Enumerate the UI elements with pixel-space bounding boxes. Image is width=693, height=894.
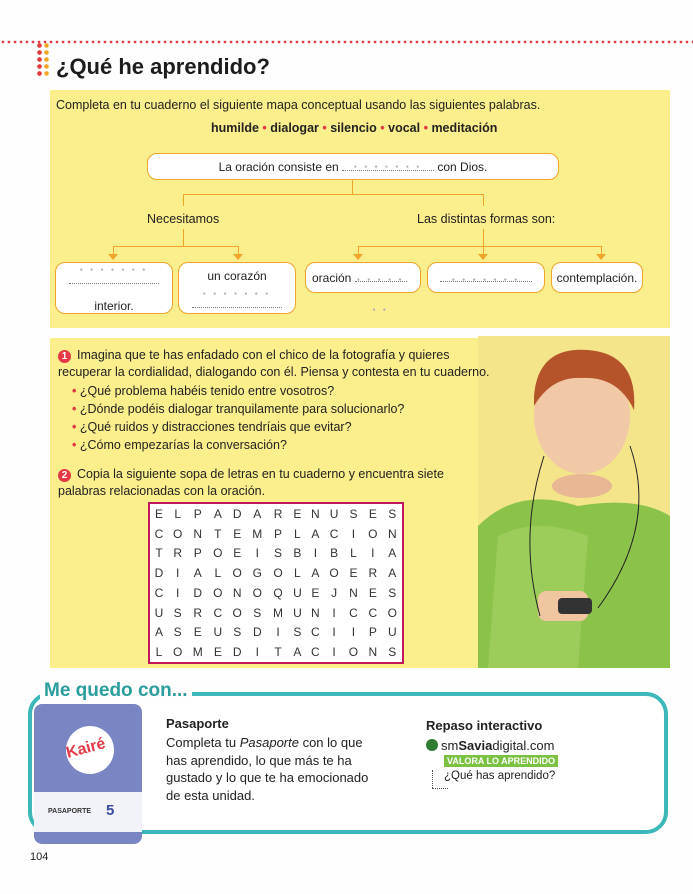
grid-cell: C xyxy=(213,605,223,620)
grid-cell: A xyxy=(253,506,262,521)
grid-cell: S xyxy=(253,605,262,620)
grid-row xyxy=(150,544,402,564)
grid-cell: D xyxy=(232,506,242,521)
grid-cell: P xyxy=(193,506,202,521)
valora-link[interactable]: ¿Qué has aprendido? xyxy=(444,770,556,782)
exercise-2-number: 2 xyxy=(58,469,71,482)
pasaporte-text: Completa tu Pasaporte con lo que has aprendido, lo que más te ha gustado y lo que te ha emocionado de esta unidad. xyxy=(166,735,369,803)
word-1: humilde xyxy=(211,121,259,135)
necesitamos-label: Necesitamos xyxy=(147,212,220,226)
grid-cell: C xyxy=(349,605,358,620)
connector xyxy=(113,246,114,254)
grid-cell: G xyxy=(252,566,262,581)
grid-row xyxy=(150,504,402,524)
grid-cell: A xyxy=(311,526,320,541)
question-item: • ¿Dónde podéis dialogar tranquilamente para solucionarlo? xyxy=(72,402,405,416)
grid-cell: O xyxy=(213,585,223,600)
grid-cell: E xyxy=(349,566,358,581)
grid-cell: C xyxy=(329,526,339,541)
grid-cell: E xyxy=(213,645,222,660)
valora-badge: VALORA LO APRENDIDO xyxy=(444,755,558,767)
repaso-title: Repaso interactivo xyxy=(426,718,543,733)
grid-cell: L xyxy=(174,506,182,521)
connector xyxy=(483,194,484,206)
grid-cell: A xyxy=(154,625,163,640)
top-dotted-border xyxy=(0,40,693,44)
grid-cell: O xyxy=(329,566,339,581)
grid-cell: I xyxy=(176,585,180,600)
grid-cell: A xyxy=(293,645,302,660)
grid-cell: I xyxy=(276,625,280,640)
grid-cell: O xyxy=(232,566,242,581)
grid-cell: R xyxy=(193,605,203,620)
grid-cell: I xyxy=(332,605,336,620)
grid-cell: N xyxy=(232,585,242,600)
grid-cell: N xyxy=(193,526,203,541)
connector xyxy=(358,246,602,247)
grid-cell: M xyxy=(252,526,263,541)
connector xyxy=(183,194,184,206)
arrow-icon xyxy=(353,254,363,260)
connector xyxy=(183,229,184,246)
grid-cell: O xyxy=(213,546,223,561)
grid-cell: O xyxy=(173,526,183,541)
connector xyxy=(483,229,484,246)
grid-cell: R xyxy=(368,566,378,581)
grid-cell: D xyxy=(232,645,242,660)
grid-cell: I xyxy=(332,645,336,660)
grid-cell: S xyxy=(173,605,182,620)
grid-cell: A xyxy=(193,566,202,581)
grid-cell: T xyxy=(214,526,222,541)
exercise-2 xyxy=(58,466,478,500)
dotted-guide xyxy=(432,770,434,788)
grid-cell: I xyxy=(313,546,318,561)
grid-cell: T xyxy=(274,645,282,660)
grid-cell: L xyxy=(214,566,222,581)
grid-cell: M xyxy=(273,605,284,620)
connector xyxy=(483,246,484,254)
blank-line xyxy=(355,269,407,282)
title-decoration-red xyxy=(36,42,43,78)
grid-row xyxy=(150,583,402,603)
formas-label: Las distintas formas son: xyxy=(417,212,556,226)
connector xyxy=(352,180,353,194)
grid-cell: O xyxy=(387,605,397,620)
grid-cell: N xyxy=(368,645,378,660)
grid-cell: I xyxy=(255,546,259,561)
grid-cell: C xyxy=(311,625,320,640)
question-item: • ¿Qué ruidos y distracciones tendríais que evitar? xyxy=(72,420,352,434)
top-box-text-start: La oración consiste en xyxy=(218,160,343,174)
grid-cell: S xyxy=(293,625,302,640)
arrow-icon xyxy=(478,254,488,260)
grid-cell: U xyxy=(213,625,223,640)
page-title: ¿Qué he aprendido? xyxy=(56,54,270,79)
grid-cell: O xyxy=(368,526,378,541)
blank-line xyxy=(342,158,434,171)
grid-cell: N xyxy=(311,506,320,521)
grid-cell: T xyxy=(155,546,163,561)
grid-cell: Q xyxy=(273,585,283,600)
grid-cell: O xyxy=(232,605,242,620)
word-4: vocal xyxy=(388,121,421,135)
grid-cell: I xyxy=(371,546,375,561)
grid-cell: E xyxy=(233,526,242,541)
question-item: • ¿Qué problema habéis tenido entre vosotros? xyxy=(72,384,335,398)
arrow-icon xyxy=(596,254,606,260)
grid-cell: U xyxy=(154,605,164,620)
smsavia-link[interactable]: smSaviadigital.com xyxy=(426,738,554,753)
blank-line xyxy=(192,295,282,308)
grid-cell: P xyxy=(368,625,377,640)
exercise-1-questions xyxy=(72,382,472,454)
grid-cell: R xyxy=(173,546,183,561)
grid-cell: L xyxy=(294,566,301,581)
concept-map-instruction: Completa en tu cuaderno el siguiente mapa conceptual usando las siguientes palabras. xyxy=(56,98,541,112)
grid-cell: C xyxy=(154,585,164,600)
grid-cell: S xyxy=(173,625,182,640)
grid-row xyxy=(150,524,402,544)
grid-row xyxy=(150,623,402,643)
box-5-text: contemplación. xyxy=(556,271,638,285)
grid-cell: S xyxy=(388,585,397,600)
grid-cell: P xyxy=(193,546,202,561)
box-1-text: interior. xyxy=(94,299,134,313)
tree-icon xyxy=(426,739,438,751)
grid-cell: I xyxy=(351,625,356,640)
grid-cell: E xyxy=(233,546,242,561)
grid-cell: A xyxy=(388,566,397,581)
connector xyxy=(238,246,239,254)
grid-cell: N xyxy=(311,605,320,620)
grid-row xyxy=(150,642,402,662)
concept-box-4 xyxy=(427,262,545,293)
grid-cell: D xyxy=(154,566,164,581)
exercise-1 xyxy=(58,347,498,381)
grid-cell: R xyxy=(273,506,283,521)
grid-cell: E xyxy=(368,585,377,600)
pasaporte-title: Pasaporte xyxy=(166,716,229,731)
connector xyxy=(358,246,359,254)
concept-box-2 xyxy=(178,262,296,314)
grid-cell: I xyxy=(255,645,259,660)
connector xyxy=(113,246,239,247)
grid-cell: N xyxy=(349,585,358,600)
grid-cell: I xyxy=(332,625,336,640)
grid-cell: A xyxy=(311,566,320,581)
grid-cell: S xyxy=(349,506,358,521)
grid-cell: O xyxy=(173,645,183,660)
exercise-1-text: Imagina que te has enfadado con el chico de la fotografía y quieres recuperar la cordialidad, dialogando con él. Piensa y contesta en tu cuaderno. xyxy=(58,348,490,379)
grid-cell: C xyxy=(368,605,378,620)
grid-cell: U xyxy=(293,605,302,620)
dotted-guide xyxy=(432,788,448,790)
box-2-text: un corazón xyxy=(207,269,267,283)
grid-cell: J xyxy=(331,585,338,600)
grid-cell: I xyxy=(351,526,356,541)
grid-cell: M xyxy=(192,645,203,660)
grid-cell: S xyxy=(233,625,242,640)
blank-line xyxy=(440,269,532,282)
grid-cell: O xyxy=(252,585,262,600)
grid-cell: U xyxy=(293,585,302,600)
grid-cell: C xyxy=(154,526,164,541)
question-item: • ¿Cómo empezarías la conversación? xyxy=(72,438,287,452)
grid-cell: S xyxy=(388,506,397,521)
concept-box-1 xyxy=(55,262,173,314)
concept-top-box xyxy=(147,153,559,180)
page-number: 104 xyxy=(30,851,49,863)
word-list: humilde • dialogar • silencio • vocal • meditación xyxy=(211,121,498,135)
grid-cell: S xyxy=(274,546,283,561)
me-quedo-title: Me quedo con... xyxy=(40,680,192,702)
grid-cell: A xyxy=(213,506,222,521)
grid-cell: N xyxy=(387,526,397,541)
grid-cell: D xyxy=(193,585,203,600)
grid-cell: L xyxy=(155,645,163,660)
grid-cell: B xyxy=(293,546,302,561)
pasaporte-card xyxy=(30,700,146,848)
grid-row xyxy=(150,603,402,623)
card-label: PASAPORTE xyxy=(48,808,92,815)
grid-cell: U xyxy=(329,506,339,521)
word-3: silencio xyxy=(330,121,377,135)
boy-photo xyxy=(478,336,670,668)
grid-cell: B xyxy=(330,546,339,561)
grid-cell: P xyxy=(274,526,283,541)
grid-cell: I xyxy=(176,566,180,581)
exercise-2-text: Copia la siguiente sopa de letras en tu cuaderno y encuentra siete palabras relacionadas con la oración. xyxy=(58,467,444,498)
grid-cell: D xyxy=(252,625,262,640)
card-brand: Kairé xyxy=(64,735,108,762)
blank-line xyxy=(69,271,159,284)
connector xyxy=(601,246,602,254)
word-search-grid xyxy=(148,502,404,664)
grid-cell: U xyxy=(387,625,397,640)
grid-cell: E xyxy=(311,585,320,600)
card-number: 5 xyxy=(106,802,115,819)
top-box-text-end: con Dios. xyxy=(434,160,488,174)
grid-cell: A xyxy=(388,546,397,561)
box-3-text: oración xyxy=(312,271,352,285)
grid-cell: E xyxy=(193,625,202,640)
grid-cell: E xyxy=(293,506,302,521)
concept-box-5 xyxy=(551,262,643,293)
grid-cell: S xyxy=(388,645,397,660)
grid-cell: C xyxy=(311,645,320,660)
grid-cell: E xyxy=(154,506,163,521)
word-2: dialogar xyxy=(270,121,319,135)
grid-cell: L xyxy=(350,546,357,561)
grid-row xyxy=(150,563,402,583)
exercise-1-number: 1 xyxy=(58,350,71,363)
arrow-icon xyxy=(233,254,243,260)
grid-cell: O xyxy=(348,645,359,660)
grid-cell: L xyxy=(294,526,301,541)
grid-cell: O xyxy=(273,566,283,581)
word-5: meditación xyxy=(431,121,498,135)
arrow-icon xyxy=(108,254,118,260)
concept-box-3 xyxy=(305,262,421,293)
connector xyxy=(183,194,483,195)
grid-cell: E xyxy=(368,506,377,521)
